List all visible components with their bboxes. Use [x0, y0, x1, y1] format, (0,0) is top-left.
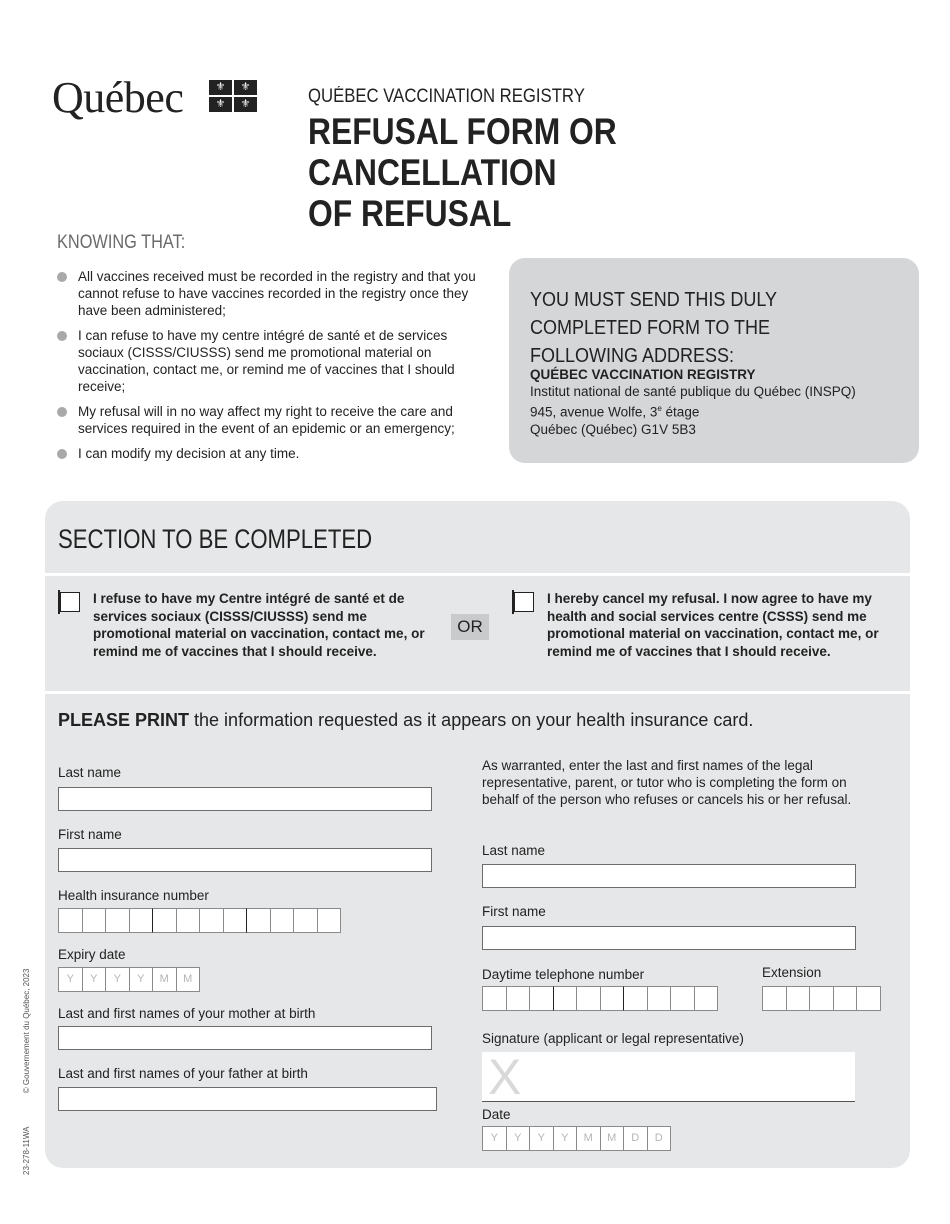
date-cell[interactable]: Y [553, 1126, 578, 1151]
signature-field[interactable] [482, 1052, 855, 1102]
mailing-address [530, 366, 856, 438]
list-item: I can modify my decision at any time. [57, 445, 487, 462]
health-number-field[interactable] [58, 908, 340, 933]
digit-cell[interactable] [762, 986, 787, 1011]
digit-cell[interactable] [809, 986, 834, 1011]
digit-cell[interactable] [105, 908, 130, 933]
quebec-logo-text: Québec [52, 73, 184, 122]
phone-field[interactable] [482, 986, 717, 1011]
digit-cell[interactable] [152, 908, 177, 933]
cancel-option-text: I hereby cancel my refusal. I now agree to have my health and social services centre (CSSS) send me promotional material on vaccination, contact me, or remind me of vaccines that I should receive. [547, 591, 879, 659]
health-number-label: Health insurance number [58, 888, 209, 903]
date-cell[interactable]: Y [58, 967, 83, 992]
address-line-3: Québec (Québec) G1V 5B3 [530, 421, 696, 437]
last-name-label: Last name [58, 765, 122, 780]
digit-cell[interactable] [82, 908, 107, 933]
first-name-label: First name [58, 827, 122, 842]
knowing-that-heading: KNOWING THAT: [57, 232, 186, 253]
date-cell[interactable]: M [152, 967, 177, 992]
date-cell[interactable]: D [623, 1126, 648, 1151]
form-code-note: 23-278-11WA © Gouvernement du Québec, 2023 [22, 968, 31, 1175]
cancel-refusal-checkbox[interactable] [514, 592, 534, 612]
date-cell[interactable]: Y [529, 1126, 554, 1151]
first-name-field[interactable] [58, 848, 432, 872]
date-cell[interactable]: Y [482, 1126, 507, 1151]
list-item: My refusal will in no way affect my right to receive the care and services required in the event of an epidemic or an emergency; [57, 403, 487, 437]
section-divider [45, 691, 910, 694]
date-cell[interactable]: Y [82, 967, 107, 992]
digit-cell[interactable] [223, 908, 248, 933]
address-line-2: 945, avenue Wolfe, 3e étage [530, 404, 700, 420]
date-cell[interactable]: Y [506, 1126, 531, 1151]
date-cell[interactable]: D [647, 1126, 672, 1151]
date-cell[interactable]: Y [129, 967, 154, 992]
digit-cell[interactable] [317, 908, 342, 933]
date-cell[interactable]: Y [105, 967, 130, 992]
signature-label: Signature (applicant or legal representative) [482, 1031, 744, 1046]
address-org: QUÉBEC VACCINATION REGISTRY [530, 367, 756, 382]
mother-name-label: Last and first names of your mother at birth [58, 1006, 316, 1021]
digit-cell[interactable] [246, 908, 271, 933]
digit-cell[interactable] [529, 986, 554, 1011]
rep-first-name-label: First name [482, 904, 546, 919]
extension-label: Extension [762, 965, 822, 980]
registry-label: QUÉBEC VACCINATION REGISTRY [308, 86, 585, 107]
father-name-label: Last and first names of your father at birth [58, 1066, 308, 1081]
last-name-field[interactable] [58, 787, 432, 811]
rep-first-name-field[interactable] [482, 926, 856, 950]
conditions-list [57, 268, 487, 470]
digit-cell[interactable] [482, 986, 507, 1011]
father-name-field[interactable] [58, 1087, 437, 1111]
digit-cell[interactable] [647, 986, 672, 1011]
expiry-date-field[interactable] [58, 967, 199, 992]
signature-mark: X [488, 1049, 522, 1105]
section-title: SECTION TO BE COMPLETED [58, 524, 373, 554]
digit-cell[interactable] [670, 986, 695, 1011]
digit-cell[interactable] [623, 986, 648, 1011]
digit-cell[interactable] [176, 908, 201, 933]
date-cell[interactable]: M [576, 1126, 601, 1151]
digit-cell[interactable] [576, 986, 601, 1011]
date-field[interactable] [482, 1126, 670, 1151]
date-cell[interactable]: M [600, 1126, 625, 1151]
list-item: I can refuse to have my centre intégré de santé et de services sociaux (CISSS/CIUSSS) send me promotional material on vaccination, contact me, or remind me of vaccines that I should receive; [57, 327, 487, 395]
or-badge: OR [451, 614, 489, 640]
digit-cell[interactable] [833, 986, 858, 1011]
section-divider [45, 573, 910, 576]
date-label: Date [482, 1107, 511, 1122]
representative-instructions: As warranted, enter the last and first names of the legal representative, parent, or tutor who is completing the form on behalf of the person who refuses or cancels his or her refusal. [482, 758, 852, 807]
refuse-option-text: I refuse to have my Centre intégré de santé et de services sociaux (CISSS/CIUSSS) send me promotional material on vaccination, contact me, or remind me of vaccines that I should receive. [93, 591, 425, 659]
digit-cell[interactable] [600, 986, 625, 1011]
fleur-de-lis-flag-icon: ⚜ ⚜ ⚜ ⚜ [209, 80, 257, 112]
digit-cell[interactable] [293, 908, 318, 933]
expiry-date-label: Expiry date [58, 947, 126, 962]
address-heading: YOU MUST SEND THIS DULY COMPLETED FORM TO THE FOLLOWING ADDRESS: [530, 289, 777, 367]
rep-last-name-field[interactable] [482, 864, 856, 888]
digit-cell[interactable] [694, 986, 719, 1011]
phone-label: Daytime telephone number [482, 967, 645, 982]
list-item: All vaccines received must be recorded in the registry and that you cannot refuse to have vaccines recorded in the registry once they have been administered; [57, 268, 487, 319]
digit-cell[interactable] [129, 908, 154, 933]
form-title: REFUSAL FORM OR CANCELLATION OF REFUSAL [308, 111, 617, 234]
digit-cell[interactable] [506, 986, 531, 1011]
mother-name-field[interactable] [58, 1026, 432, 1050]
digit-cell[interactable] [786, 986, 811, 1011]
digit-cell[interactable] [58, 908, 83, 933]
refuse-checkbox[interactable] [60, 592, 80, 612]
digit-cell[interactable] [856, 986, 881, 1011]
extension-field[interactable] [762, 986, 880, 1011]
digit-cell[interactable] [199, 908, 224, 933]
digit-cell[interactable] [270, 908, 295, 933]
print-instruction: PLEASE PRINT the information requested as it appears on your health insurance card. [58, 710, 754, 730]
rep-last-name-label: Last name [482, 843, 546, 858]
digit-cell[interactable] [553, 986, 578, 1011]
date-cell[interactable]: M [176, 967, 201, 992]
address-line-1: Institut national de santé publique du Québec (INSPQ) [530, 384, 856, 399]
